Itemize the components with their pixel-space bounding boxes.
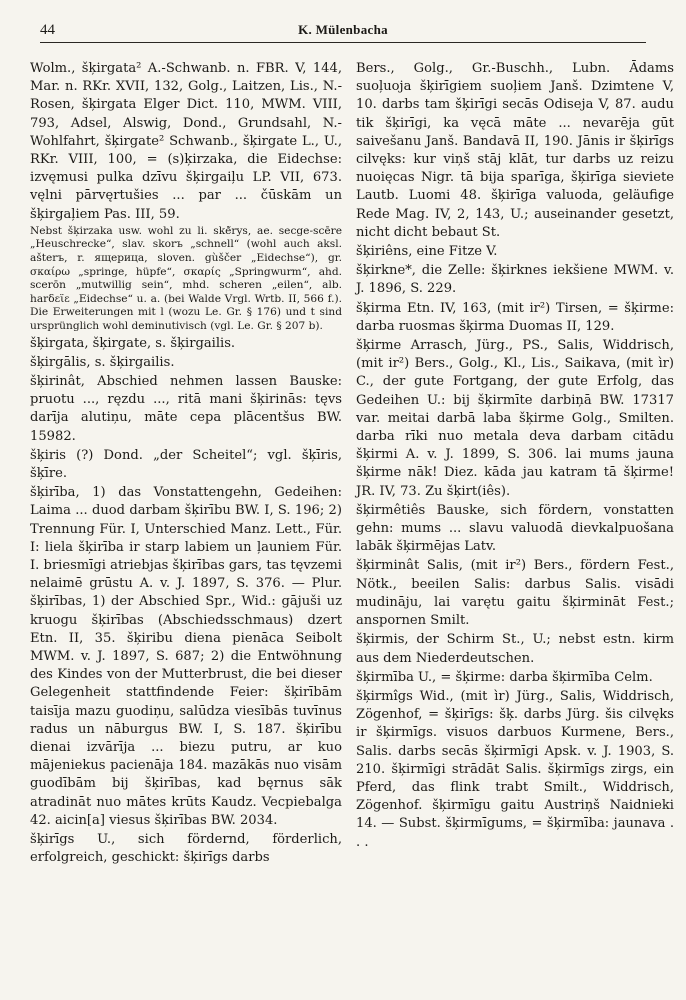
dictionary-entry: šķirme Arrasch, Jürg., PS., Salis, Widdrisch, (mit ir²) Bers., Golg., Kl., Lis., Saikava, (mit ìr) C., der gute Fortgang, der gute Erfolg, das Gedeihen U.: bij šķirmīte darbiņā BW. 17317 var. meitai darbā laba šķirme Golg., Smilten. darba rīki nuo metala deva darbam citādu šķirmi A. v. J. 1899, S. 306. lai mums jauna šķirme nāk! Diez. kāda jau katram tā šķirme! JR. IV, 73. Zu šķirt(iês). — [356, 338, 674, 499]
dictionary-entry: šķirīgs U., sich fördernd, förderlich, erfolgreich, geschickt: šķirīgs darbs — [30, 832, 342, 866]
dictionary-entry: šķirma Etn. IV, 163, (mit ir²) Tirsen, = šķirme: darba ruosmas šķirma Duomas II, 129. — [356, 300, 674, 334]
dictionary-entry: šķirgata, šķirgate, s. šķirgailis. — [30, 335, 236, 351]
dictionary-entry: šķirminât Salis, (mit ir²) Bers., fördern Fest., Nötk., beeilen Salis: darbus Salis. visādi mudināju, lai varętu gaitu šķirmināt Fest.; anspornen Smilt. — [356, 558, 674, 629]
dictionary-entry: šķirgālis, s. šķirgailis. — [30, 354, 175, 370]
dictionary-entry: šķirmis, der Schirm St., U.; nebst estn. kirm aus dem Niederdeutschen. — [356, 632, 674, 666]
page-number: 44 — [40, 22, 55, 38]
running-title: K. Mülenbacha — [298, 22, 388, 37]
dictionary-entry: šķirinât, Abschied nehmen lassen Bauske: pruotu ..., ręzdu ..., ritā mani šķirinās: tęvs darīja alutiņu, māte cepa plācentšus BW. 15982. — [30, 373, 342, 444]
dictionary-entry: šķirmîgs Wid., (mit ìr) Jürg., Salis, Widdrisch, Zögenhof, = šķirīgs: šķ. darbs Jürg. šis cilvęks ir šķirmīgs. visuos darbuos Kurmene, Bers., Salis. darbs secās šķirmīgi Apsk. v. J. 1903, S. 210. šķirmīgi strādāt Salis. šķirmīgs zirgs, ein Pferd, das flink trabt Smilt., Widdrisch, Zögenhof. šķirmīgu gaitu Austriņš Naidnieki 14. — Subst. šķirmīgums, = šķirmība: jaunava . . . — [356, 688, 674, 850]
page-header — [40, 22, 646, 43]
dictionary-entry: Bers., Golg., Gr.-Buschh., Lubn. Ādams suoļuoja šķirīgiem suoļiem Janš. Dzimtene V, 10. darbs tam šķirīgi secās Odiseja V, 87. audu tik šķirīgi, ka vęcā māte ... nevarēja gūt saivešanu Janš. Bandavā II, 190. Jānis ir šķirīgs cilvęks: kur viņš stāj klāt, tur darbs uz reizu nuoięcas Nigr. tā bija sparīga, šķirīga sieviete Lautb. Luomi 48. šķirīga valuoda, geläufige Rede Mag. IV, 2, 143, U.; auseinander gesetzt, nicht dicht bebaut St. — [356, 61, 674, 240]
dictionary-entry: šķirkne*, die Zelle: šķirknes iekšiene MWM. v. J. 1896, S. 229. — [356, 263, 674, 297]
dictionary-entry: šķirmība U., = šķirme: darba šķirmība Celm. — [356, 669, 653, 685]
dictionary-entry: šķirība, 1) das Vonstattengehn, Gedeihen: Laima ... duod darbam šķirību BW. I, S. 196; 2) Trennung Für. I, Unterschied Manz. Lett., Für. I: liela šķirība ir starp labiem un ļauniem Für. I. briesmīgi atriebjas šķirības gars, tas tęvzemi nelaimē grūstu A. v. J. 1897, S. 376. — Plur. šķirības, 1) der Abschied Spr., Wid.: gājuši uz kruogu šķirības (Abschiedsschmaus) dzert Etn. II, 35. šķiribu diena pienāca Seibolt MWM. v. J. 1897, S. 687; 2) die Entwöhnung des Kindes von der Mutterbrust, die bei dieser Gelegenheit stattfindende Feier: šķirībām taisīja mazu guodiņu, salūdza viesībās tuvīnus radus un nāburgus BW. I, S. 187. šķirību dienai izvārīja ... biezu putru, ar kuo mājeniekus pacienāja 184. mazākās nuo visām guodībām bij šķirības, kad bęrnus sāk atradināt nuo mātes krūts Kaudz. Vecpiebalga 42. aicin[a] viesus šķirības BW. 2034. — [30, 485, 342, 828]
dictionary-entry: šķirmêtiês Bauske, sich fördern, vonstatten gehn: mums ... slavu valuodā dievkalpuošana labāk šķirmējas Latv. — [356, 502, 674, 555]
dictionary-entry: šķiris (?) Dond. „der Scheitel“; vgl. šķīris, šķīre. — [30, 447, 342, 481]
dictionary-entry: šķiriêns, eine Fitze V. — [356, 244, 498, 260]
left-column — [30, 60, 342, 868]
dictionary-entry: Wolm., šķirgata² A.-Schwanb. n. FBR. V, 144, Mar. n. RKr. XVII, 132, Golg., Laitzen, Lis., N.-Rosen, šķirgata Elger Dict. 110, MWM. VIII, 793, Adsel, Alswig, Dond., Grundsahl, N.-Wohlfahrt, šķirgate² Schwanb., šķirgate L., U., RKr. VIII, 100, = (s)ķirzaka, die Eidechse: izvęmusi pulka dzīvu šķirgaiļu LP. VII, 673. vęlni pārvęrtušies ... par ... čūskām un šķirgaļiem Pas. III, 59. — [30, 61, 342, 222]
etymology-note: Nebst šķirzaka usw. wohl zu li. skė̃rys, ae. secge-scēre „Heuschrecke“, slav. skorъ „schnell“ (wohl auch aksl. aštеrъ, r. ящерица, sloven. gùščer „Eidechse“), gr. σκαίρω „springe, hüpfe“, σκαρίς „Springwurm“, ahd. scerōn „mutwillig sein“, mhd. scheren „eilen“, alb. harδεϊε „Eidechse“ u. a. (bei Walde Vrgl. Wrtb. II, 566 f.). Die Erweiterungen mit l (wozu Le. Gr. § 176) und t sind ursprünglich wohl deminutivisch (vgl. Le. Gr. § 207 b). — [30, 224, 342, 332]
right-column — [356, 60, 674, 853]
